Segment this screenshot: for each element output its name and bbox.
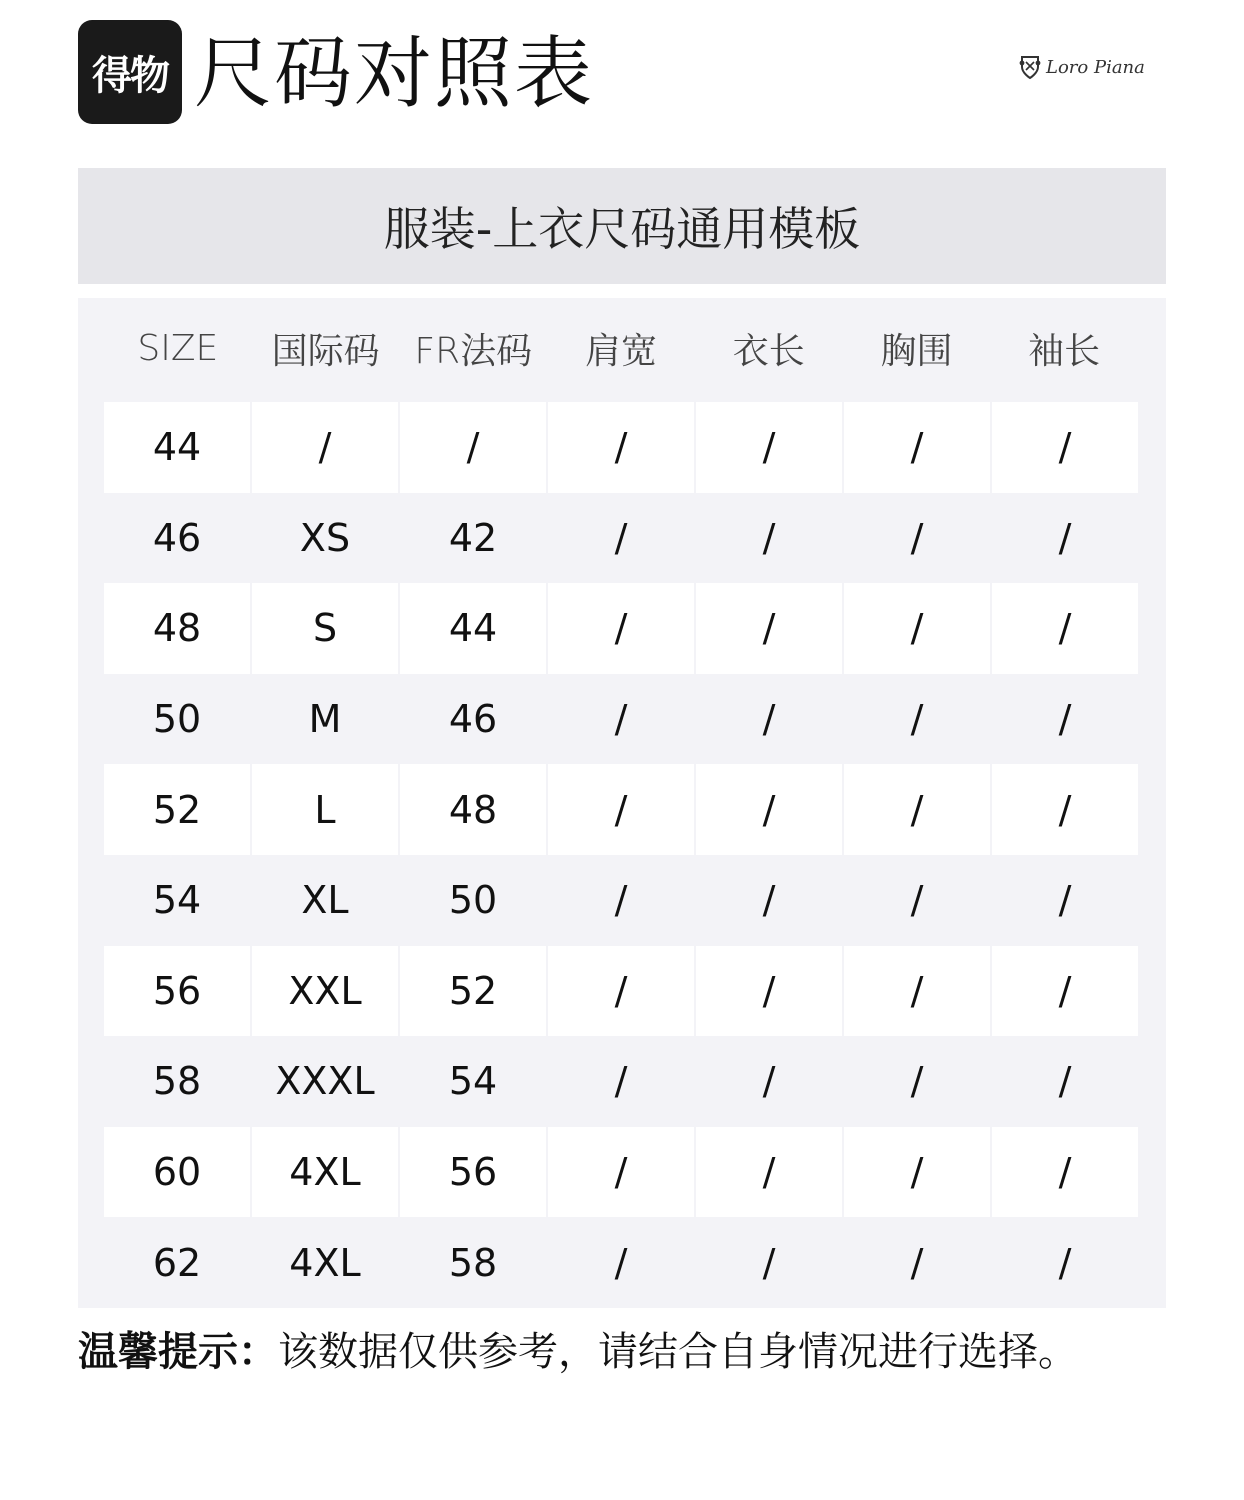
table-row — [104, 583, 1138, 674]
table-cell: / — [614, 1059, 628, 1104]
table-row — [104, 855, 1138, 946]
table-row — [104, 1036, 1138, 1127]
table-cell: 60 — [104, 1127, 250, 1218]
table-cell: / — [614, 697, 628, 742]
table-cell: / — [1058, 697, 1072, 742]
table-row — [104, 764, 1138, 855]
table-cell: / — [548, 764, 694, 855]
table-cell: L — [252, 764, 398, 855]
column-header: 国际码 — [271, 330, 380, 372]
table-cell: / — [548, 402, 694, 493]
column-header: SIZE — [137, 327, 219, 369]
column-header: 衣长 — [732, 330, 805, 372]
tip-text: 该数据仅供参考，请结合自身情况进行选择。 — [278, 1329, 1078, 1375]
table-cell: 44 — [400, 583, 546, 674]
table-cell: 56 — [400, 1127, 546, 1218]
table-cell: / — [696, 764, 842, 855]
table-cell: 52 — [400, 946, 546, 1037]
brand-name: Loro Piana — [1046, 56, 1145, 78]
table-cell: 48 — [104, 583, 250, 674]
table-cell: / — [696, 402, 842, 493]
table-row — [104, 946, 1138, 1037]
table-cell: 54 — [152, 878, 202, 923]
table-cell: 52 — [104, 764, 250, 855]
size-table-body — [104, 402, 1138, 1308]
table-cell: 62 — [152, 1240, 202, 1285]
page-title: 尺码对照表 — [194, 29, 595, 119]
table-cell: 58 — [152, 1059, 202, 1104]
table-cell: 4XL — [252, 1127, 398, 1218]
table-cell: / — [992, 764, 1138, 855]
table-cell: / — [992, 402, 1138, 493]
table-cell: / — [252, 402, 398, 493]
table-cell: 44 — [104, 402, 250, 493]
table-cell: 56 — [104, 946, 250, 1037]
table-cell: / — [548, 1127, 694, 1218]
table-cell: 48 — [400, 764, 546, 855]
table-cell: / — [548, 583, 694, 674]
table-row — [104, 402, 1138, 493]
table-cell: / — [992, 1127, 1138, 1218]
table-cell: / — [844, 1127, 990, 1218]
table-cell: / — [844, 402, 990, 493]
logo-text: 得物 — [92, 52, 168, 99]
column-header: 胸围 — [880, 330, 953, 372]
table-cell: / — [762, 697, 776, 742]
table-cell: / — [1058, 1059, 1072, 1104]
column-header: 肩宽 — [585, 330, 658, 372]
table-row — [104, 1217, 1138, 1308]
tip-label: 温馨提示： — [78, 1329, 278, 1375]
table-row — [104, 674, 1138, 765]
table-cell: / — [992, 583, 1138, 674]
app-logo — [78, 20, 182, 124]
table-cell: 46 — [152, 515, 202, 560]
table-cell: / — [992, 946, 1138, 1037]
table-cell: 4XL — [289, 1240, 361, 1285]
table-cell: / — [400, 402, 546, 493]
table-banner — [78, 168, 1166, 284]
table-cell: / — [696, 946, 842, 1037]
table-cell: 42 — [448, 515, 498, 560]
column-header: 袖长 — [1028, 330, 1101, 372]
table-cell: / — [614, 878, 628, 923]
table-row — [104, 1127, 1138, 1218]
table-cell: / — [1058, 515, 1072, 560]
banner-title: 服装-上衣尺码通用模板 — [383, 202, 861, 256]
table-cell: XL — [301, 878, 349, 923]
table-cell: S — [252, 583, 398, 674]
table-cell: / — [1058, 878, 1072, 923]
table-cell: / — [910, 1059, 924, 1104]
column-header: FR法码 — [414, 330, 533, 372]
table-cell: 58 — [448, 1240, 498, 1285]
table-row — [104, 493, 1138, 584]
tip-note — [78, 1322, 1078, 1382]
brand-logo — [1018, 54, 1145, 80]
table-cell: XXL — [252, 946, 398, 1037]
table-cell: / — [844, 764, 990, 855]
table-cell: / — [696, 583, 842, 674]
table-cell: / — [762, 1240, 776, 1285]
table-cell: XS — [299, 515, 351, 560]
table-cell: / — [614, 1240, 628, 1285]
table-cell: XXXL — [275, 1059, 375, 1104]
table-cell: / — [614, 515, 628, 560]
table-cell: / — [844, 583, 990, 674]
table-cell: 50 — [152, 697, 202, 742]
table-cell: 54 — [448, 1059, 498, 1104]
table-cell: 46 — [448, 697, 498, 742]
brand-crest-icon — [1018, 54, 1042, 80]
table-header-row — [104, 300, 1138, 396]
table-cell: / — [910, 697, 924, 742]
table-cell: / — [844, 946, 990, 1037]
table-cell: / — [762, 1059, 776, 1104]
table-cell: / — [762, 878, 776, 923]
table-cell: / — [696, 1127, 842, 1218]
table-cell: M — [308, 697, 342, 742]
table-cell: 50 — [448, 878, 498, 923]
table-cell: / — [910, 515, 924, 560]
table-cell: / — [910, 878, 924, 923]
table-cell: / — [762, 515, 776, 560]
table-cell: / — [910, 1240, 924, 1285]
table-cell: / — [548, 946, 694, 1037]
table-cell: / — [1058, 1240, 1072, 1285]
